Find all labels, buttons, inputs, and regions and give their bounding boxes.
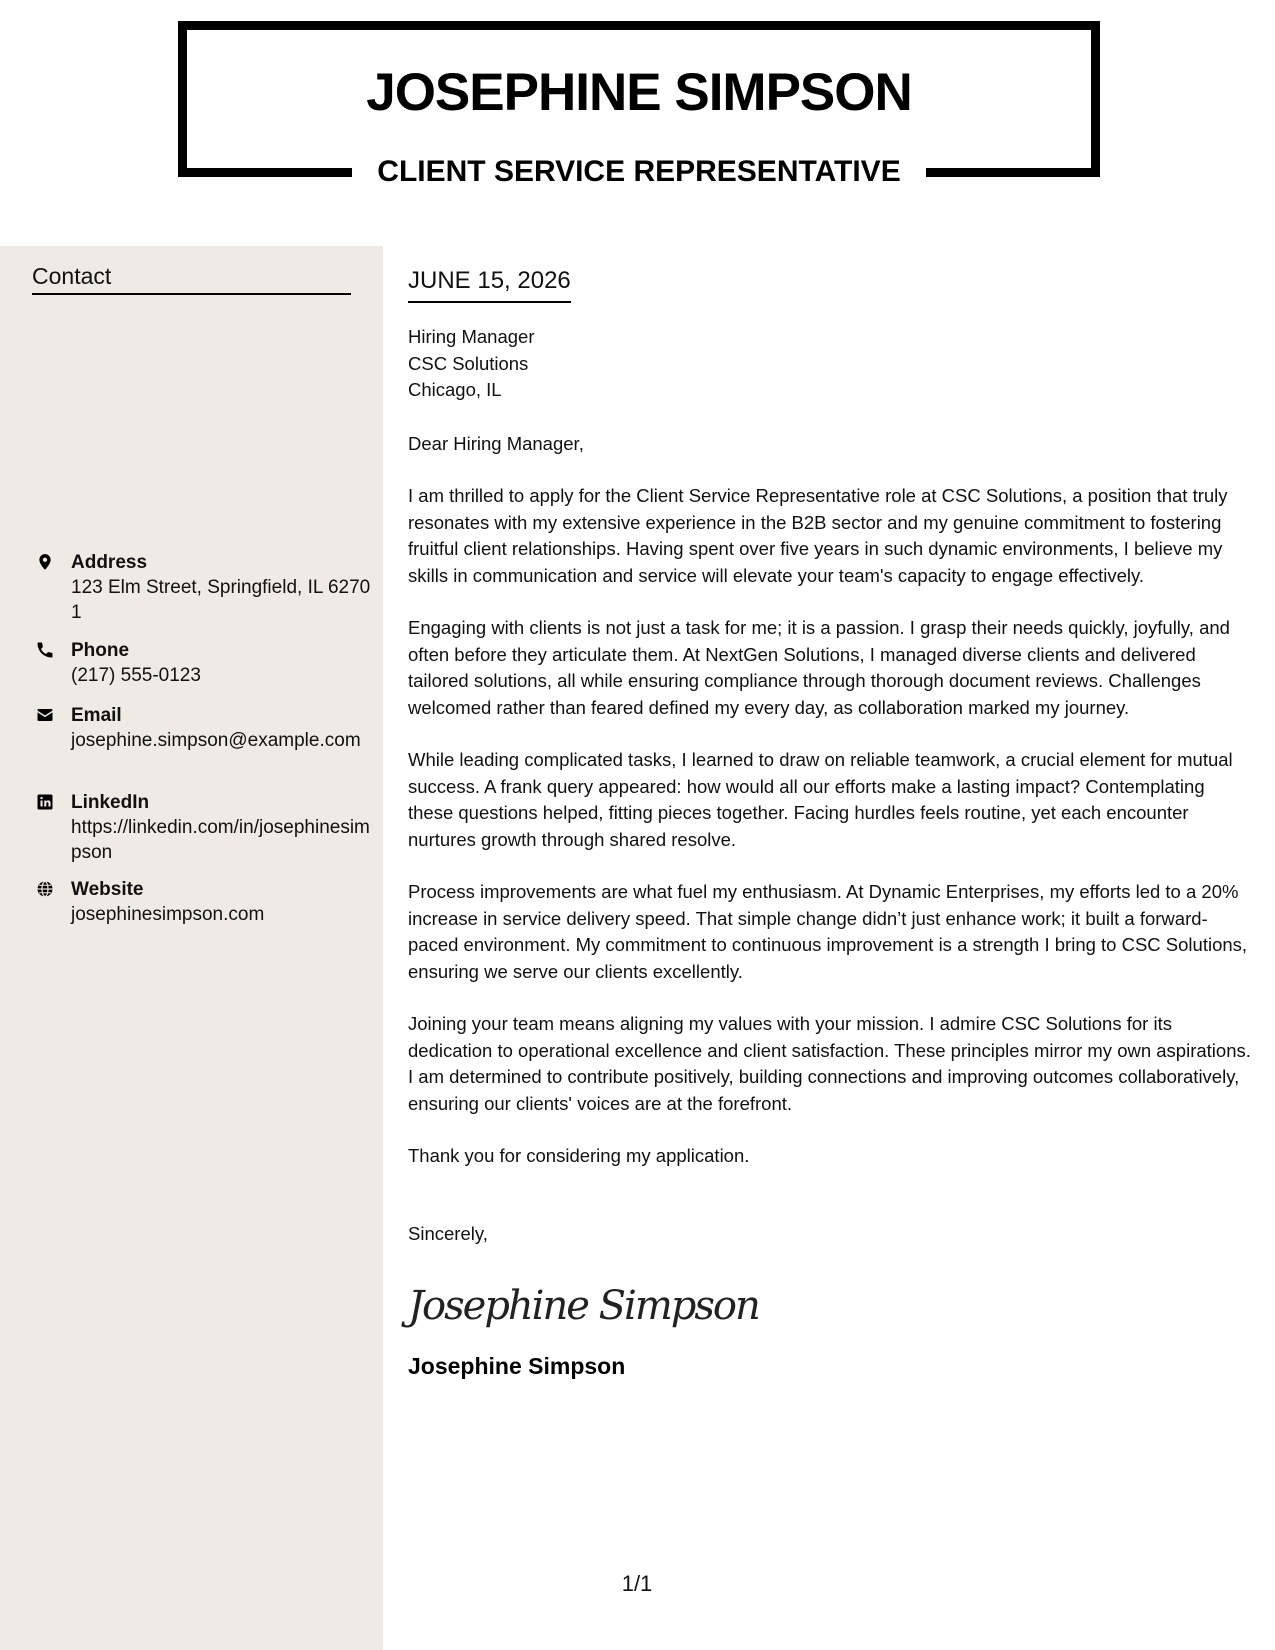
page-number: 1/1	[621, 1571, 653, 1596]
header-frame-bottom-left-border	[178, 168, 352, 177]
job-title-heading: CLIENT SERVICE REPRESENTATIVE	[377, 155, 901, 188]
body-paragraph: Engaging with clients is not just a task for me; it is a passion. I grasp their needs quickly, joyfully, and often before they articulate them. At NextGen Solutions, I managed diverse clients and delivered tailored solutions, all while ensuring compliance through thorough document reviews. Challenges welcomed rather than feared defined my every day, as collaboration marked my journey.	[408, 617, 1230, 718]
body-paragraph: Joining your team means aligning my values with your mission. I admire CSC Solutions for its dedication to operational excellence and client satisfaction. These principles mirror my own aspirations. I am determined to contribute positively, building connections and improving outcomes collaboratively, ensuring our clients' voices are at the forefront.	[408, 1013, 1251, 1114]
body-paragraph: I am thrilled to apply for the Client Service Representative role at CSC Solutions, a position that truly resonates with my extensive experience in the B2B sector and my genuine commitment to fostering fruitful client relationships. Having spent over five years in such dynamic environments, I believe my skills in communication and service will elevate your team's capacity to engage effectively.	[408, 485, 1228, 586]
signer-name: Josephine Simpson	[408, 1353, 626, 1379]
closing-line: Sincerely,	[408, 1222, 488, 1244]
header-frame-bottom-right-border	[926, 168, 1100, 177]
recipient-line: CSC Solutions	[408, 352, 529, 374]
contact-sidebar	[0, 246, 383, 1650]
body-paragraph: Thank you for considering my application.	[408, 1145, 750, 1166]
salutation: Dear Hiring Manager,	[408, 432, 584, 454]
contact-value-website[interactable]: josephinesimpson.com	[71, 904, 265, 925]
contact-heading: Contact	[32, 261, 351, 295]
globe-icon	[36, 880, 54, 898]
header-frame-top-border	[178, 21, 1100, 30]
phone-icon	[36, 641, 54, 659]
cover-letter-body	[408, 264, 1253, 1381]
applicant-name-heading: JOSEPHINE SIMPSON	[366, 63, 912, 122]
envelope-icon	[36, 706, 54, 724]
contact-label-linkedin: LinkedIn	[71, 792, 150, 813]
recipient-block	[408, 324, 1253, 404]
contact-value-phone: (217) 555-0123	[71, 665, 201, 686]
letter-date: JUNE 15, 2026	[408, 264, 571, 303]
recipient-line: Chicago, IL	[408, 379, 502, 400]
contact-value-email[interactable]: josephine.simpson@example.com	[71, 730, 361, 751]
contact-label-address: Address	[71, 552, 148, 573]
contact-value-linkedin[interactable]: https://linkedin.com/in/josephinesimpson	[71, 817, 370, 863]
contact-label-website: Website	[71, 879, 144, 900]
contact-label-email: Email	[71, 705, 122, 726]
body-paragraph: While leading complicated tasks, I learned to draw on reliable teamwork, a crucial element for mutual success. A frank query appeared: how would all our efforts make a lasting impact? Contemplating these questions helped, fitting pieces together. Facing hurdles feels routine, yet each encounter nurtures growth through shared resolve.	[408, 749, 1233, 850]
linkedin-icon	[36, 793, 54, 811]
contact-value-address: 123 Elm Street, Springfield, IL 62701	[71, 577, 371, 623]
body-paragraph: Process improvements are what fuel my enthusiasm. At Dynamic Enterprises, my efforts led to a 20% increase in service delivery speed. That simple change didn’t just enhance work; it built a forward-paced environment. My commitment to continuous improvement is a strength I bring to CSC Solutions, ensuring we serve our clients excellently.	[408, 881, 1248, 982]
handwritten-signature: Josephine Simpson	[408, 1283, 759, 1329]
location-pin-icon	[36, 553, 54, 571]
contact-label-phone: Phone	[71, 640, 130, 661]
recipient-line: Hiring Manager	[408, 326, 535, 347]
